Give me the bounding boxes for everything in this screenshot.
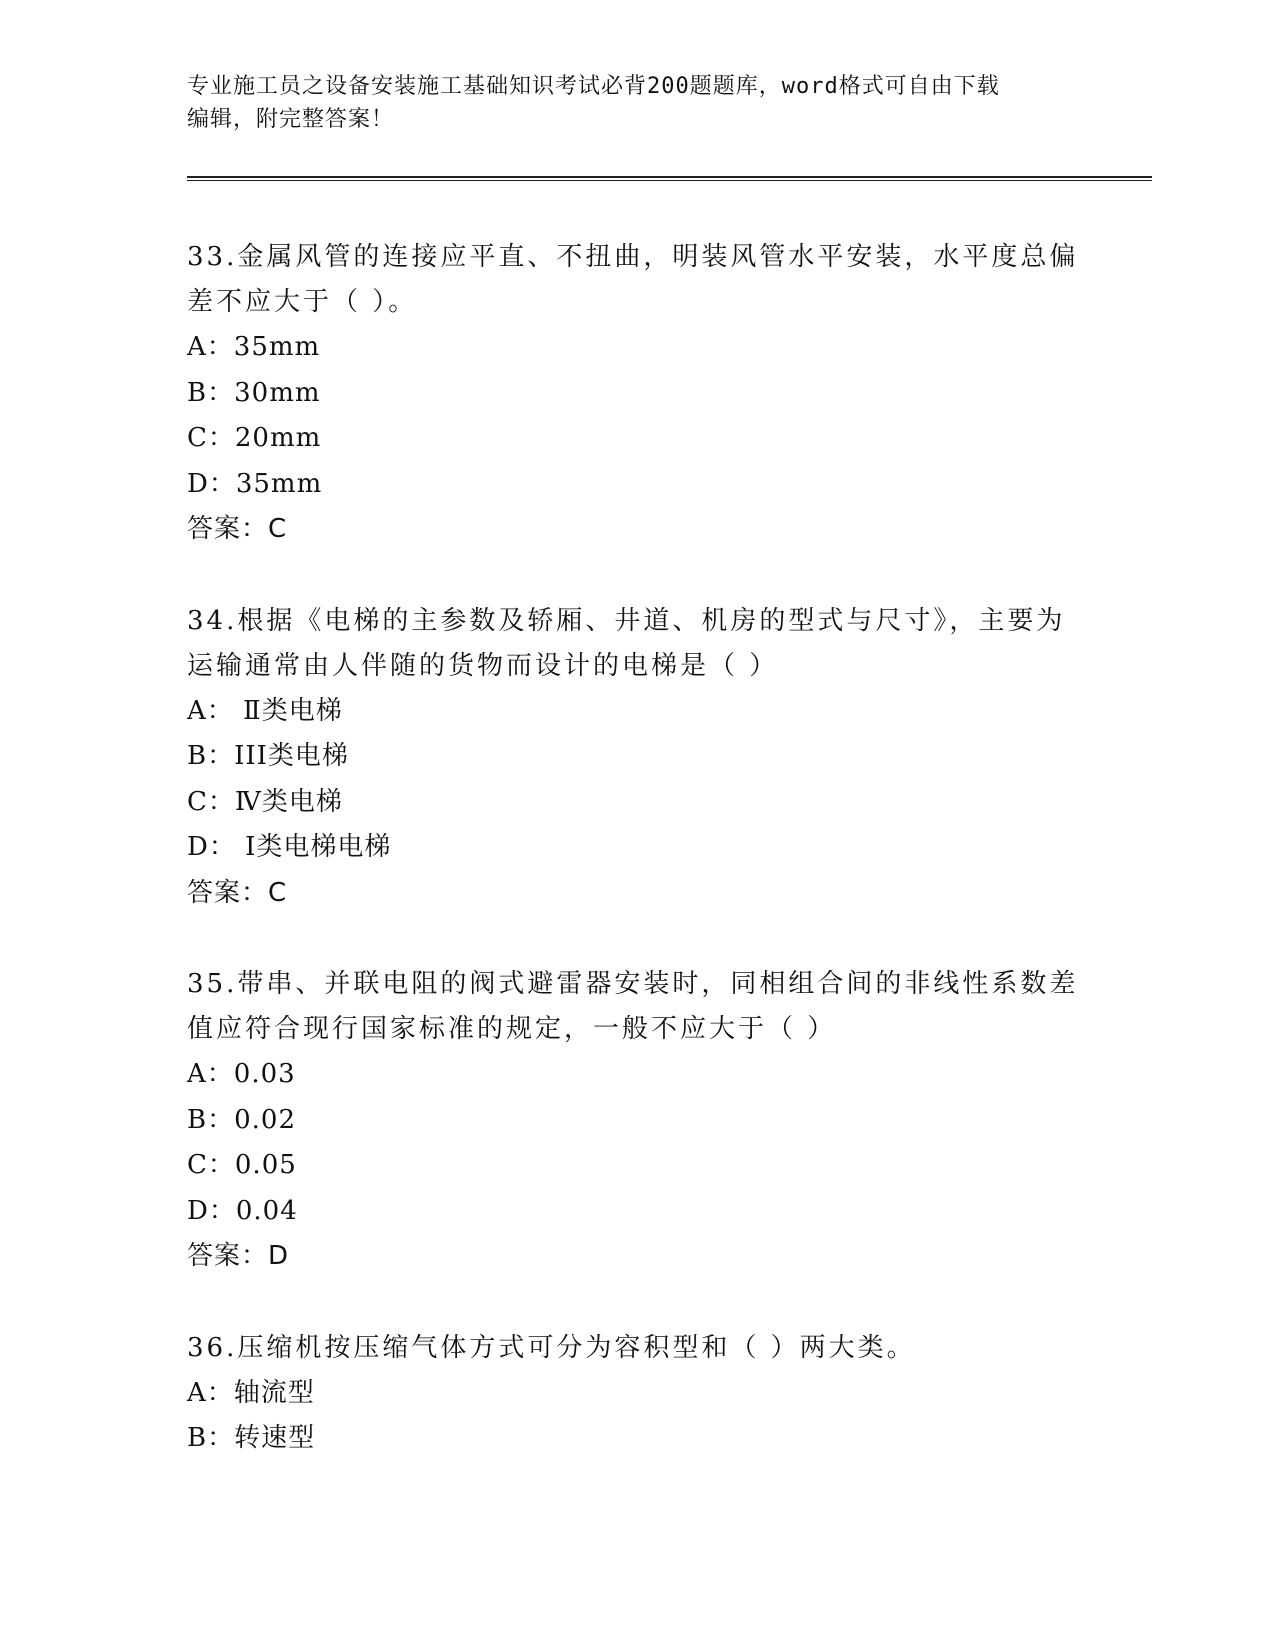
answer-line: 答案：C [187, 514, 288, 544]
header-divider [187, 176, 1152, 181]
option-c: C：Ⅳ类电梯 [187, 786, 343, 817]
option-d: D：0.04 [187, 1195, 298, 1226]
option-a: A： Ⅱ类电梯 [187, 695, 343, 726]
option-c: C：0.05 [187, 1150, 297, 1180]
option-b: B：转速型 [187, 1423, 316, 1453]
answer-line: 答案：C [187, 877, 288, 908]
question-stem: 33.金属风管的连接应平直、不扭曲，明装风管水平安装，水平度总偏 [187, 242, 1079, 272]
option-d: D： Ⅰ类电梯电梯 [187, 832, 392, 862]
question-list [187, 235, 1087, 1508]
question-33 [187, 235, 1087, 553]
header-line-1: 专业施工员之设备安装施工基础知识考试必背200题题库，word格式可自由下载 [187, 74, 1000, 99]
option-a: A：35mm [187, 332, 321, 362]
option-b: B：0.02 [187, 1104, 296, 1135]
option-a: A：0.03 [187, 1059, 296, 1089]
option-d: D：35mm [187, 468, 323, 499]
document-header [187, 70, 1067, 136]
question-36 [187, 1326, 1087, 1462]
question-stem: 值应符合现行国家标准的规定，一般不应大于（ ） [187, 1014, 837, 1044]
question-34 [187, 599, 1087, 917]
option-b: B：III类电梯 [187, 741, 349, 771]
question-stem: 运输通常由人伴随的货物而设计的电梯是（ ） [187, 650, 779, 681]
answer-line: 答案：D [187, 1241, 290, 1271]
question-35 [187, 962, 1087, 1280]
question-stem: 35.带串、并联电阻的阀式避雷器安装时，同相组合间的非线性系数差 [187, 969, 1079, 999]
header-line-2: 编辑，附完整答案！ [187, 107, 395, 132]
question-stem: 差不应大于（ ）。 [187, 287, 418, 317]
option-b: B：30mm [187, 377, 321, 408]
question-stem: 36.压缩机按压缩气体方式可分为容积型和（ ）两大类。 [187, 1332, 916, 1363]
option-c: C：20mm [187, 423, 322, 453]
option-a: A：轴流型 [187, 1377, 315, 1408]
question-stem: 34.根据《电梯的主参数及轿厢、井道、机房的型式与尺寸》，主要为 [187, 605, 1066, 636]
